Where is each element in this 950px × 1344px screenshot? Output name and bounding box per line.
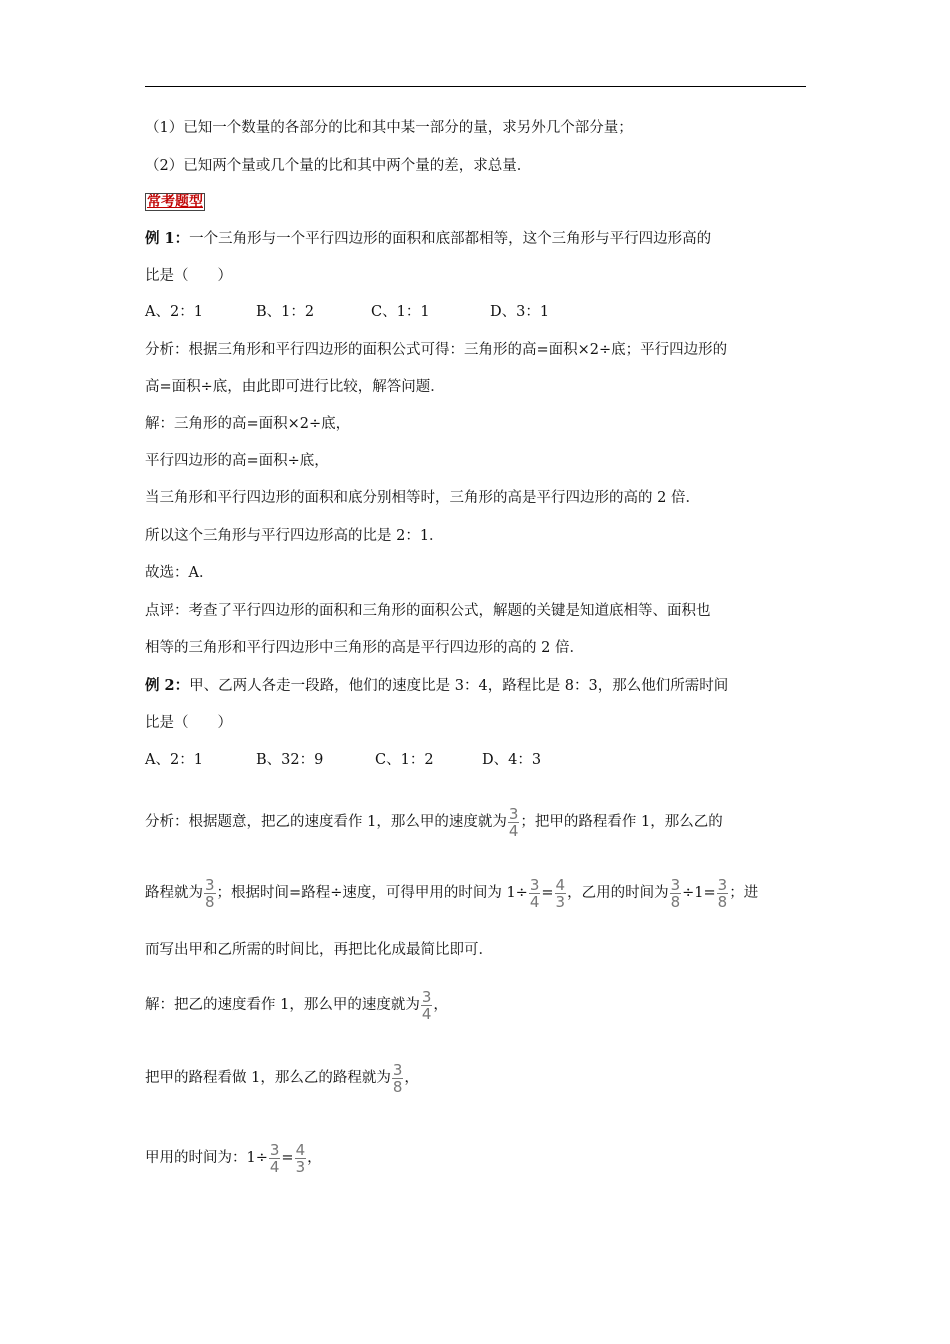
ex1-options [145, 302, 549, 322]
ex2-solution-3-post: ， [307, 1150, 322, 1166]
ex2-analysis-line-3: 而写出甲和乙所需的时间比，再把比化成最简比即可． [145, 942, 493, 958]
ex1-option-d: D、3：1 [490, 304, 550, 320]
ex2-option-c: C、1：2 [375, 752, 434, 768]
ex2-option-d: D、4：3 [482, 752, 542, 768]
ex2-analysis-2-mid2: ，乙用的时间为 [567, 885, 669, 901]
ex1-analysis-line-2: 高=面积÷底，由此即可进行比较，解答问题． [145, 379, 445, 395]
ex1-question-line-1 [145, 229, 711, 249]
ex1-label: 例 1： [145, 230, 190, 247]
ex2-solution-line-1 [145, 983, 448, 1027]
ex2-question-text: 甲、乙两人各走一段路，他们的速度比是 3：4，路程比是 8：3，那么他们所需时间 [189, 678, 729, 694]
intro-line-1: （1）已知一个数量的各部分的比和其中某一部分的量，求另外几个部分量； [145, 120, 633, 136]
fraction-three-eighths: $\frac{3}{8}$ [392, 1060, 403, 1096]
fraction-three-quarters: $\frac{3}{4}$ [529, 875, 540, 911]
intro-line-2: （2）已知两个量或几个量的比和其中两个量的差，求总量． [145, 158, 532, 174]
ex2-solution-3-pre: 甲用的时间为：1÷ [145, 1150, 268, 1166]
ex1-analysis-line-1: 分析：根据三角形和平行四边形的面积公式可得：三角形的高=面积×2÷底；平行四边形的 [145, 342, 728, 358]
ex1-option-b: B、1：2 [256, 304, 315, 320]
fraction-three-eighths: $\frac{3}{8}$ [205, 875, 215, 911]
fraction-three-quarters: $\frac{3}{4}$ [269, 1140, 280, 1176]
ex2-analysis-1-post: ；把甲的路程看作 1，那么乙的 [520, 814, 723, 830]
equals-sign: = [281, 1150, 294, 1166]
ex1-solution-line-3: 当三角形和平行四边形的面积和底分别相等时，三角形的高是平行四边形的高的 2 倍． [145, 490, 700, 506]
ex2-question-line-1 [145, 676, 728, 696]
ex1-solution-line-4: 所以这个三角形与平行四边形高的比是 2：1． [145, 528, 444, 544]
ex2-label: 例 2： [145, 677, 190, 694]
fraction-four-thirds: $\frac{4}{3}$ [295, 1140, 306, 1176]
ex1-option-a: A、2：1 [145, 304, 203, 320]
ex2-solution-2-pre: 把甲的路程看做 1，那么乙的路程就为 [145, 1070, 391, 1086]
header-rule [145, 86, 806, 87]
equals-sign: = [541, 885, 554, 901]
fraction-three-quarters: $\frac{3}{4}$ [508, 804, 519, 840]
ex2-options [145, 750, 541, 770]
fraction-four-thirds: $\frac{4}{3}$ [555, 875, 566, 911]
ex1-comment-line-1: 点评：考查了平行四边形的面积和三角形的面积公式，解题的关键是知道底相等、面积也 [145, 603, 711, 619]
ex1-answer: 故选：A． [145, 565, 214, 581]
ex1-question-line-2: 比是（ ） [145, 268, 232, 284]
ex2-option-b: B、32：9 [256, 752, 324, 768]
section-tag: 常考题型 [147, 194, 203, 210]
ex1-option-c: C、1：1 [371, 304, 430, 320]
ex2-solution-1-post: ， [433, 997, 448, 1013]
ex1-question-text: 一个三角形与一个平行四边形的面积和底部都相等，这个三角形与平行四边形高的 [189, 231, 712, 247]
ex1-solution-line-2: 平行四边形的高=面积÷底， [145, 453, 329, 469]
ex2-solution-2-post: ， [404, 1070, 419, 1086]
fraction-three-eighths: $\frac{3}{8}$ [670, 875, 681, 911]
ex2-analysis-line-2 [145, 871, 758, 915]
ex2-solution-line-3 [145, 1136, 322, 1180]
fraction-three-eighths: $\frac{3}{8}$ [717, 875, 728, 911]
ex2-analysis-1-pre: 分析：根据题意，把乙的速度看作 1，那么甲的速度就为 [145, 814, 507, 830]
ex2-analysis-2-mid1: ；根据时间=路程÷速度，可得甲用的时间为 1÷ [216, 885, 528, 901]
ex2-analysis-2-pre: 路程就为 [145, 885, 203, 901]
fraction-three-quarters: $\frac{3}{4}$ [421, 987, 432, 1023]
ex1-solution-line-1: 解：三角形的高=面积×2÷底， [145, 416, 351, 432]
ex2-analysis-2-div: ÷1= [682, 885, 716, 901]
ex2-question-line-2: 比是（ ） [145, 715, 232, 731]
ex2-solution-line-2 [145, 1056, 419, 1100]
ex2-solution-1-pre: 解：把乙的速度看作 1，那么甲的速度就为 [145, 997, 420, 1013]
ex2-option-a: A、2：1 [145, 752, 203, 768]
ex2-analysis-2-post: ；进 [729, 885, 759, 901]
ex1-comment-line-2: 相等的三角形和平行四边形中三角形的高是平行四边形的高的 2 倍． [145, 640, 584, 656]
section-heading [145, 192, 205, 212]
ex2-analysis-line-1 [145, 800, 723, 844]
